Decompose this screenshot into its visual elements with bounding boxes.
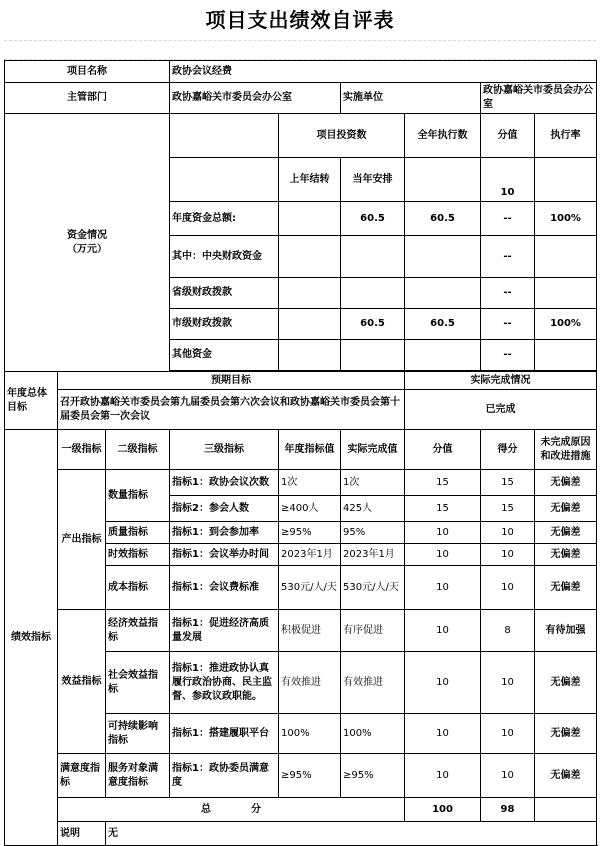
project-name-value: 政协会议经费 [170,61,597,83]
goals-label: 年度总体目标 [5,372,58,430]
fund-rate: 100% [535,202,597,236]
indicator-name: 指标1：政协委员满意度 [170,754,279,798]
total-label: 总 分 [58,798,405,822]
indicator-actual: ≥95% [341,754,405,798]
hdr-exec: 全年执行数 [405,114,481,158]
funds-blank [170,114,279,158]
fund-curr [341,340,405,371]
evaluation-table [4,60,597,846]
indicator-annual: ≥95% [279,754,341,798]
indicator-name: 指标1：政协会议次数 [170,470,279,496]
sub-sustainable: 可持续影响指标 [106,714,170,754]
group-satisfaction: 满意度指标 [58,754,106,798]
fund-row-label: 其中：中央财政资金 [170,236,279,278]
actual-label: 实际完成情况 [405,372,597,390]
note-row [5,822,597,846]
indicator-reason: 有待加强 [535,610,597,652]
indicator-score: 10 [405,652,481,714]
fund-curr [341,236,405,278]
indicator-score: 10 [405,522,481,544]
fund-exec: 60.5 [405,309,481,340]
sub-cost: 成本指标 [106,566,170,610]
hdr-l3: 三级指标 [170,430,279,470]
fund-exec [405,236,481,278]
fund-prev [279,202,341,236]
fund-score: -- [481,309,535,340]
sub-quantity: 数量指标 [106,470,170,522]
hdr-reason: 未完成原因和改进措施 [535,430,597,470]
note-value: 无 [106,822,597,846]
indicator-reason: 无偏差 [535,652,597,714]
indicator-annual: 100% [279,714,341,754]
indicator-got: 10 [481,522,535,544]
hdr-score: 分值 [481,114,535,158]
goals-header-row [5,372,597,390]
department-row [5,83,597,114]
fund-score: -- [481,278,535,309]
indicator-annual: 有效推进 [279,652,341,714]
indicator-annual: 积极促进 [279,610,341,652]
indicator-got: 10 [481,754,535,798]
fund-row-label: 年度资金总额: [170,202,279,236]
hdr-score: 分值 [405,430,481,470]
indicator-actual: 1次 [341,470,405,496]
funds-section-label: 资金情况 （万元） [5,114,170,372]
expected-goal: 召开政协嘉峪关市委员会第九届委员会第六次会议和政协嘉峪关市委员会第十届委员会第一次会议 [58,390,405,430]
indicator-name: 指标1：推进政协认真履行政治协商、民主监督、参政议政职能。 [170,652,279,714]
indicator-reason: 无偏差 [535,522,597,544]
fund-rate [535,236,597,278]
score-value: 10 [481,158,535,202]
indicator-score: 15 [405,470,481,496]
indicators-header-row [5,430,597,470]
hdr-curr: 当年安排 [341,158,405,202]
fund-prev [279,278,341,309]
indicator-reason: 无偏差 [535,470,597,496]
total-score: 100 [405,798,481,822]
indicator-name: 指标1：会议举办时间 [170,544,279,566]
sub-quality: 质量指标 [106,522,170,544]
indicator-got: 10 [481,566,535,610]
indicator-got: 15 [481,496,535,522]
fund-curr [341,278,405,309]
indicator-reason: 无偏差 [535,566,597,610]
project-name-label: 项目名称 [5,61,170,83]
indicator-actual: 530元/人/天 [341,566,405,610]
indicator-score: 10 [405,566,481,610]
impl-value: 政协嘉峪关市委员会办公室 [481,83,597,114]
indicator-actual: 100% [341,714,405,754]
indicator-score: 10 [405,714,481,754]
fund-row-label: 市级财政拨款 [170,309,279,340]
indicator-got: 10 [481,652,535,714]
indicator-score: 10 [405,544,481,566]
indicator-got: 10 [481,714,535,754]
indicator-got: 10 [481,544,535,566]
note-label: 说明 [58,822,106,846]
indicators-section-label: 绩效指标 [5,430,58,846]
actual-goal: 已完成 [405,390,597,430]
fund-rate: 100% [535,309,597,340]
indicator-name: 指标1：到会参加率 [170,522,279,544]
hdr-l2: 二级指标 [106,430,170,470]
sub-timeliness: 时效指标 [106,544,170,566]
dept-value: 政协嘉峪关市委员会办公室 [170,83,341,114]
dept-label: 主管部门 [5,83,170,114]
indicator-reason: 无偏差 [535,714,597,754]
hdr-l1: 一级指标 [58,430,106,470]
funds-header-row [5,114,597,158]
indicator-actual: 有序促进 [341,610,405,652]
hdr-annual: 年度指标值 [279,430,341,470]
indicator-actual: 有效推进 [341,652,405,714]
indicator-score: 10 [405,610,481,652]
indicator-name: 指标1：搭建履职平台 [170,714,279,754]
indicator-name: 指标2：参会人数 [170,496,279,522]
expected-label: 预期目标 [58,372,405,390]
group-benefit: 效益指标 [58,610,106,754]
fund-score: -- [481,236,535,278]
indicator-row [5,470,597,496]
indicator-actual: 425人 [341,496,405,522]
fund-rate [535,278,597,309]
fund-row-label: 其他资金 [170,340,279,371]
funds-blank [170,158,279,202]
group-output: 产出指标 [58,470,106,610]
indicator-reason: 无偏差 [535,496,597,522]
fund-curr: 60.5 [341,309,405,340]
funds-blank [535,158,597,202]
sub-economic: 经济效益指标 [106,610,170,652]
indicator-name: 指标1：会议费标准 [170,566,279,610]
fund-prev [279,236,341,278]
indicator-got: 15 [481,470,535,496]
fund-rate [535,340,597,371]
blank-row [4,40,596,60]
goals-content-row [5,390,597,430]
indicator-actual: 2023年1月 [341,544,405,566]
fund-exec [405,340,481,371]
indicator-annual: ≥95% [279,522,341,544]
indicator-score: 10 [405,754,481,798]
indicator-annual: 530元/人/天 [279,566,341,610]
indicator-actual: 95% [341,522,405,544]
indicator-score: 15 [405,496,481,522]
indicator-name: 指标1：促进经济高质量发展 [170,610,279,652]
indicator-row [5,754,597,798]
total-blank [535,798,597,822]
impl-label: 实施单位 [341,83,481,114]
indicator-annual: ≥400人 [279,496,341,522]
indicator-reason: 无偏差 [535,544,597,566]
project-name-row [5,61,597,83]
fund-exec: 60.5 [405,202,481,236]
indicator-annual: 2023年1月 [279,544,341,566]
funds-blank [405,158,481,202]
total-got: 98 [481,798,535,822]
page-title: 项目支出绩效自评表 [205,8,395,32]
hdr-prev: 上年结转 [279,158,341,202]
sub-service: 服务对象满意度指标 [106,754,170,798]
hdr-got: 得分 [481,430,535,470]
fund-row-label: 省级财政拨款 [170,278,279,309]
hdr-rate: 执行率 [535,114,597,158]
fund-score: -- [481,340,535,371]
fund-score: -- [481,202,535,236]
indicator-got: 8 [481,610,535,652]
hdr-actual: 实际完成值 [341,430,405,470]
hdr-invest: 项目投资数 [279,114,405,158]
sub-social: 社会效益指标 [106,652,170,714]
indicator-row [5,610,597,652]
fund-curr: 60.5 [341,202,405,236]
indicator-annual: 1次 [279,470,341,496]
total-row [5,798,597,822]
fund-exec [405,278,481,309]
fund-prev [279,309,341,340]
fund-prev [279,340,341,371]
indicator-reason: 无偏差 [535,754,597,798]
